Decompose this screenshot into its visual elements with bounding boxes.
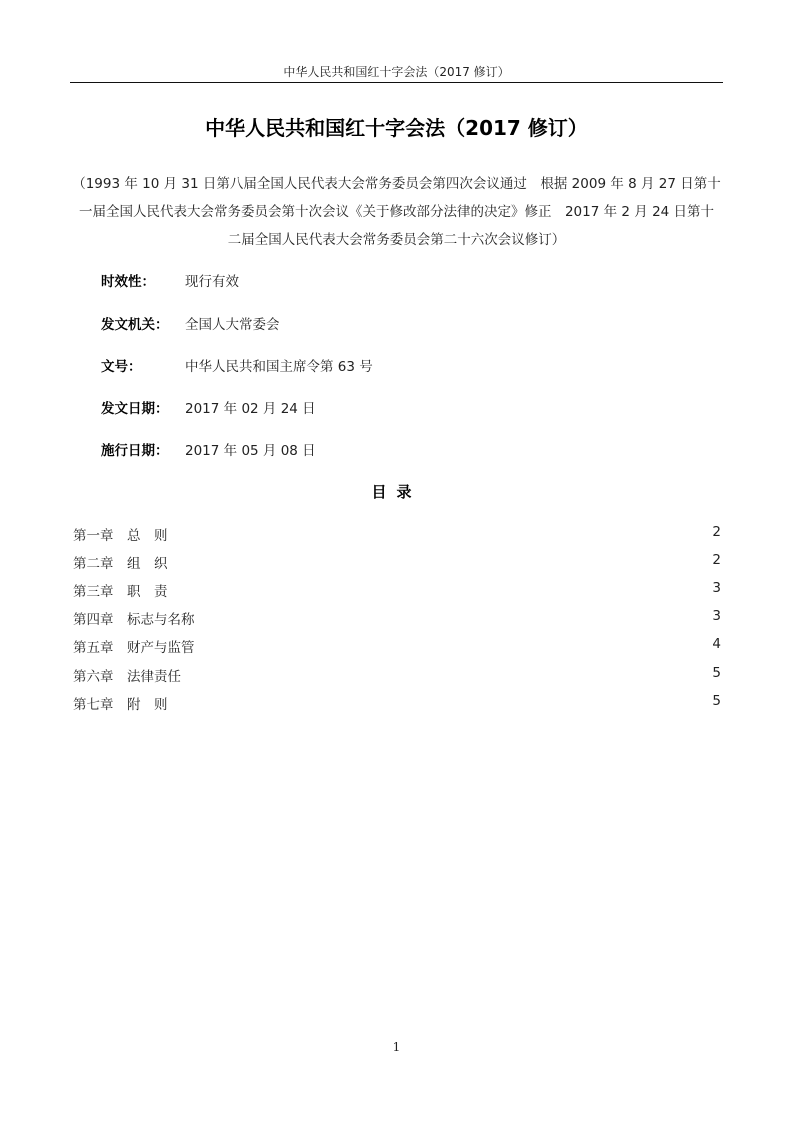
meta-value: 2017 年 02 月 24 日 xyxy=(185,401,316,417)
toc-item-label: 第五章 财产与监管 xyxy=(73,640,195,656)
toc-item-label: 第四章 标志与名称 xyxy=(73,612,195,628)
toc-item-page: 2 xyxy=(712,552,721,568)
meta-value: 全国人大常委会 xyxy=(185,317,280,333)
revision-history-line: 一届全国人民代表大会常务委员会第十次会议《关于修改部分法律的决定》修正 2017 年 2 月 24 日第十 xyxy=(78,204,715,220)
revision-history-line: 二届全国人民代表大会常务委员会第二十六次会议修订） xyxy=(227,232,566,248)
meta-value: 中华人民共和国主席令第 63 号 xyxy=(185,359,373,375)
meta-label: 施行日期： xyxy=(101,443,169,459)
meta-row-doc-number xyxy=(101,355,373,375)
document-title: 中华人民共和国红十字会法（2017 修订） xyxy=(205,116,588,140)
toc-item-label: 第二章 组 织 xyxy=(73,556,168,572)
toc-item[interactable] xyxy=(73,693,721,713)
toc-item-label: 第七章 附 则 xyxy=(73,697,168,713)
toc-heading: 目录 xyxy=(371,483,422,501)
toc-item[interactable] xyxy=(73,552,721,572)
toc-item[interactable] xyxy=(73,665,721,685)
toc-item[interactable] xyxy=(73,608,721,628)
meta-row-issue-date xyxy=(101,397,316,417)
toc-item-page: 5 xyxy=(712,693,721,709)
meta-row-effective-date xyxy=(101,439,316,459)
meta-label: 发文日期： xyxy=(101,401,169,417)
running-header: 中华人民共和国红十字会法（2017 修订） xyxy=(283,65,510,79)
toc-item-page: 5 xyxy=(712,665,721,681)
toc-item-label: 第六章 法律责任 xyxy=(73,669,181,685)
toc-item[interactable] xyxy=(73,580,721,600)
meta-label: 文号： xyxy=(101,359,142,375)
meta-value: 2017 年 05 月 08 日 xyxy=(185,443,316,459)
meta-row-issuer xyxy=(101,313,280,333)
toc-item-page: 3 xyxy=(712,608,721,624)
meta-label: 时效性： xyxy=(101,274,155,290)
header-rule xyxy=(70,82,723,83)
toc-item[interactable] xyxy=(73,524,721,544)
revision-history xyxy=(70,170,723,254)
meta-value: 现行有效 xyxy=(185,274,239,290)
toc-item-label: 第一章 总 则 xyxy=(73,528,168,544)
toc-item[interactable] xyxy=(73,636,721,656)
meta-label: 发文机关： xyxy=(101,317,169,333)
toc-item-page: 4 xyxy=(712,636,721,652)
toc-item-page: 3 xyxy=(712,580,721,596)
page-number: 1 xyxy=(392,1040,401,1054)
toc-item-page: 2 xyxy=(712,524,721,540)
toc-item-label: 第三章 职 责 xyxy=(73,584,168,600)
meta-row-validity xyxy=(101,270,239,290)
revision-history-line: （1993 年 10 月 31 日第八届全国人民代表大会常务委员会第四次会议通过 根据 2009 年 8 月 27 日第十 xyxy=(72,176,721,192)
